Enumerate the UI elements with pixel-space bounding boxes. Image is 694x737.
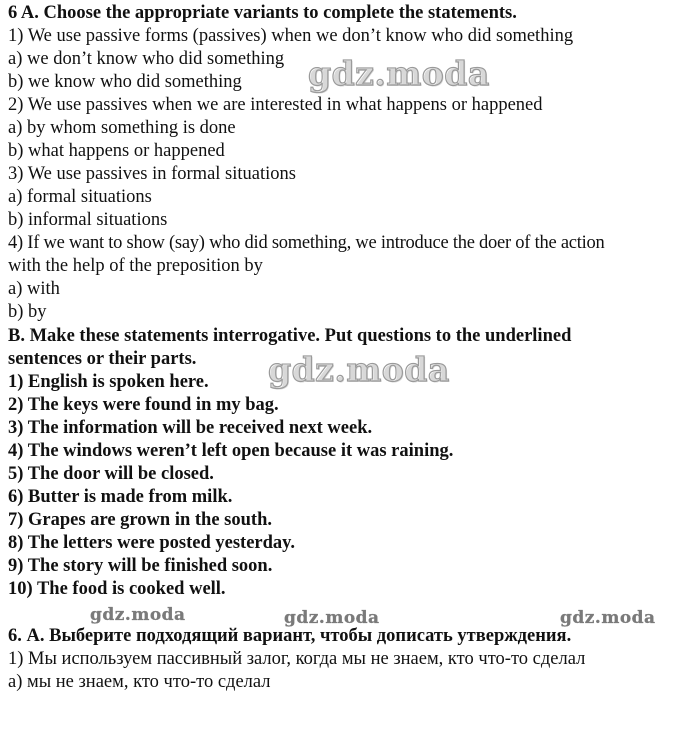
sentence-8: 8) The letters were posted yesterday. xyxy=(8,533,296,553)
statement-4-option-b: b) by xyxy=(8,302,47,322)
sentence-9: 9) The story will be finished soon. xyxy=(8,556,273,576)
section-a-heading: 6 A. Choose the appropriate variants to complete the statements. xyxy=(8,3,517,23)
watermark-bottom-right: gdz.moda xyxy=(560,608,656,628)
section-b-heading-line2: sentences or their parts. xyxy=(8,349,197,369)
statement-2-option-a: a) by whom something is done xyxy=(8,118,236,138)
watermark-middle: gdz.moda xyxy=(268,350,450,389)
translation-heading: 6. А. Выберите подходящий вариант, чтобы дописать утверждения. xyxy=(8,626,572,646)
sentence-6: 6) Butter is made from milk. xyxy=(8,487,233,507)
sentence-7: 7) Grapes are grown in the south. xyxy=(8,510,272,530)
watermark-bottom-left: gdz.moda xyxy=(90,605,186,625)
statement-4-continued: with the help of the preposition by xyxy=(8,256,263,276)
translation-line-1: 1) Мы используем пассивный залог, когда мы не знаем, кто что-то сделал xyxy=(8,649,586,669)
statement-3: 3) We use passives in formal situations xyxy=(8,164,296,184)
watermark-top: gdz.moda xyxy=(308,54,490,93)
statement-1-option-a: a) we don’t know who did something xyxy=(8,49,285,69)
statement-1: 1) We use passive forms (passives) when we don’t know who did something xyxy=(8,26,574,46)
sentence-2: 2) The keys were found in my bag. xyxy=(8,395,279,415)
sentence-1: 1) English is spoken here. xyxy=(8,372,209,392)
sentence-5: 5) The door will be closed. xyxy=(8,464,214,484)
watermark-bottom-center: gdz.moda xyxy=(284,608,380,628)
statement-3-option-a: a) formal situations xyxy=(8,187,152,207)
statement-2: 2) We use passives when we are interested in what happens or happened xyxy=(8,95,543,115)
section-b-heading-line1: B. Make these statements interrogative. Put questions to the underlined xyxy=(8,326,572,346)
sentence-4: 4) The windows weren’t left open because it was raining. xyxy=(8,441,454,461)
statement-4-option-a: a) with xyxy=(8,279,60,299)
translation-line-2: а) мы не знаем, кто что-то сделал xyxy=(8,672,271,692)
statement-1-option-b: b) we know who did something xyxy=(8,72,242,92)
sentence-3: 3) The information will be received next week. xyxy=(8,418,373,438)
statement-4: 4) If we want to show (say) who did something, we introduce the doer of the action xyxy=(8,233,605,253)
sentence-10: 10) The food is cooked well. xyxy=(8,579,226,599)
statement-3-option-b: b) informal situations xyxy=(8,210,168,230)
statement-2-option-b: b) what happens or happened xyxy=(8,141,225,161)
